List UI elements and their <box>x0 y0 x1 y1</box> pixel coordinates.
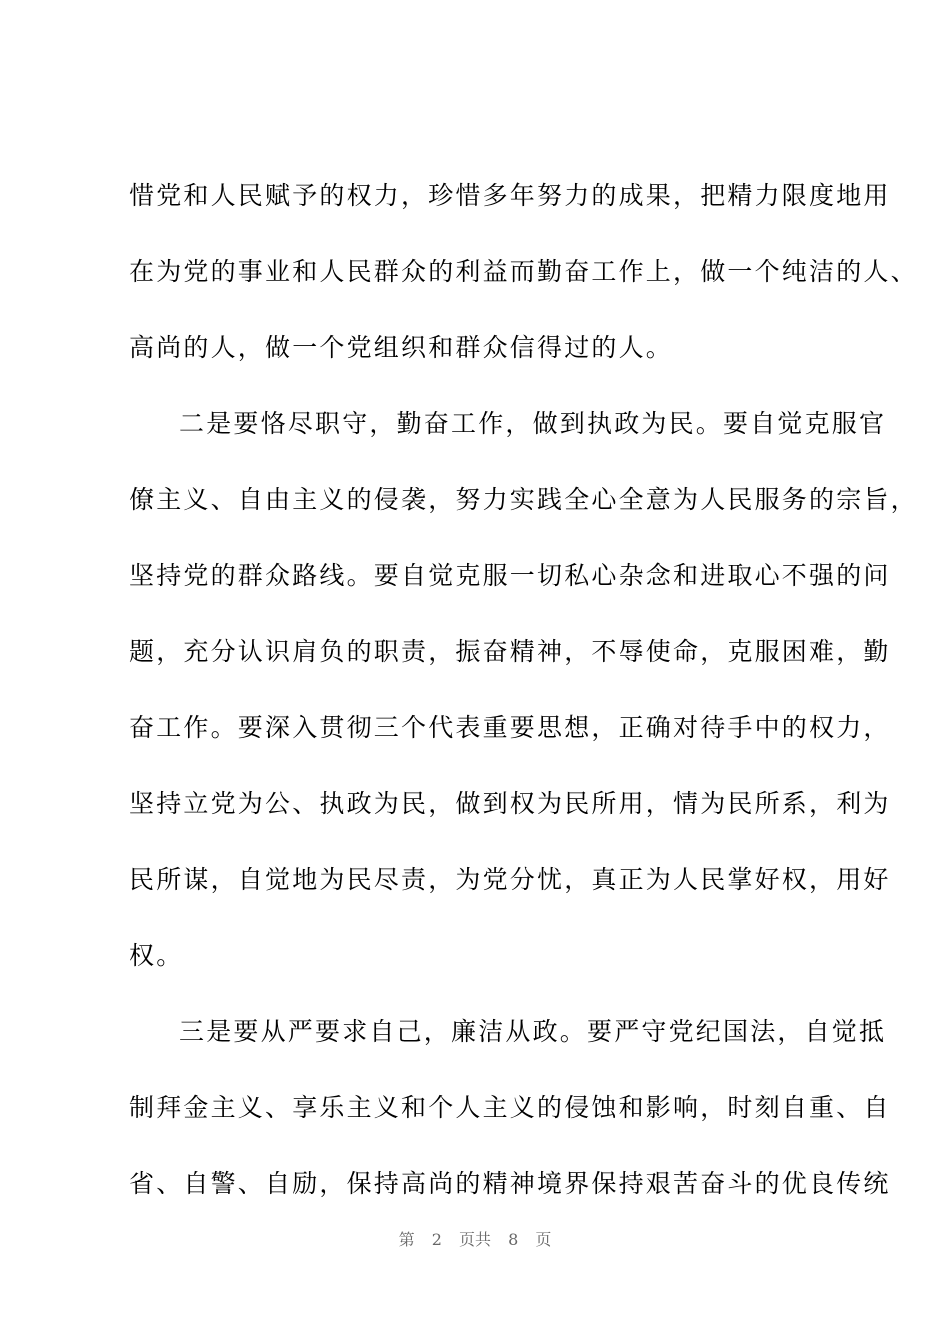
paragraph-2-line-3: 坚持党的群众路线。要自觉克服一切私心杂念和进取心不强的问 <box>129 561 891 590</box>
footer-prefix: 第 <box>398 1230 415 1249</box>
paragraph-2-line-4: 题，充分认识肩负的职责，振奋精神，不辱使命，克服困难，勤 <box>129 637 891 666</box>
paragraph-2-line-7: 民所谋，自觉地为民尽责，为党分忧，真正为人民掌好权，用好 <box>129 865 891 894</box>
footer-suffix: 页 <box>535 1230 552 1249</box>
page-footer <box>0 1228 950 1252</box>
paragraph-3-line-1: 三是要从严要求自己，廉洁从政。要严守党纪国法，自觉抵 <box>179 1017 887 1046</box>
paragraph-3-line-2: 制拜金主义、享乐主义和个人主义的侵蚀和影响，时刻自重、自 <box>129 1093 891 1122</box>
footer-middle: 页共 <box>458 1230 491 1249</box>
paragraph-1-line-2: 在为党的事业和人民群众的利益而勤奋工作上，做一个纯洁的人、 <box>129 257 918 286</box>
footer-current-page: 2 <box>431 1230 442 1249</box>
footer-total-pages: 8 <box>508 1230 519 1249</box>
paragraph-3-line-3: 省、自警、自励，保持高尚的精神境界保持艰苦奋斗的优良传统 <box>129 1169 891 1198</box>
paragraph-2-line-8: 权。 <box>129 941 184 970</box>
paragraph-1-line-3: 高尚的人，做一个党组织和群众信得过的人。 <box>129 333 674 362</box>
paragraph-2-line-5: 奋工作。要深入贯彻三个代表重要思想，正确对待手中的权力， <box>129 713 891 742</box>
paragraph-2-line-1: 二是要恪尽职守，勤奋工作，做到执政为民。要自觉克服官 <box>179 409 887 438</box>
paragraph-2-line-6: 坚持立党为公、执政为民，做到权为民所用，情为民所系，利为 <box>129 789 891 818</box>
paragraph-2-line-2: 僚主义、自由主义的侵袭，努力实践全心全意为人民服务的宗旨， <box>129 485 918 514</box>
paragraph-1-line-1: 惜党和人民赋予的权力，珍惜多年努力的成果，把精力限度地用 <box>129 181 891 210</box>
